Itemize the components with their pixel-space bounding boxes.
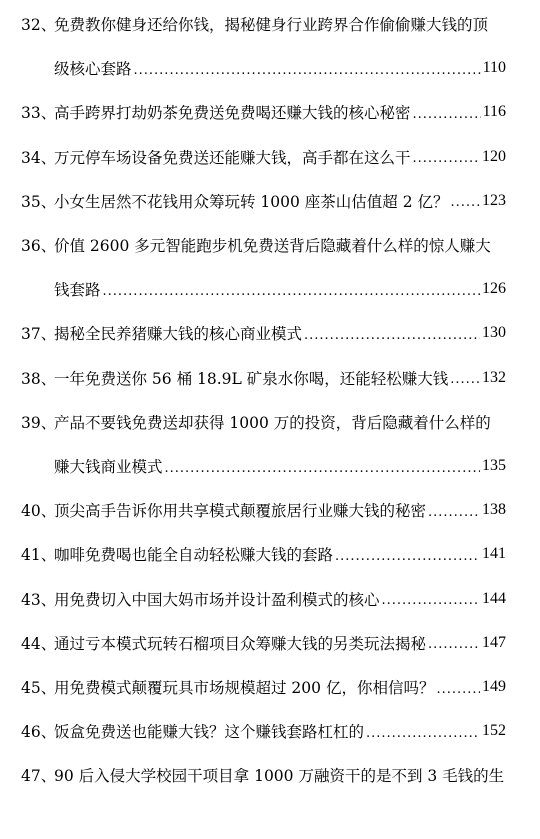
toc-entry[interactable] (0, 321, 540, 345)
toc-entry-title: 免费教你健身还给你钱，揭秘健身行业跨界合作偷偷赚大钱的顶 (54, 16, 489, 34)
toc-entry-title: 顶尖高手告诉你用共享模式颠覆旅居行业赚大钱的秘密 (54, 502, 427, 521)
dot-leader (413, 151, 480, 166)
toc-entry-title: 赚大钱商业模式 (54, 458, 163, 476)
toc-entry[interactable] (0, 366, 540, 390)
toc-entry-number: 34、 (21, 148, 57, 167)
toc-entry-title: 用免费模式颠覆玩具市场规模超过 200 亿，你相信吗？ (54, 679, 435, 697)
toc-entry[interactable] (0, 587, 540, 611)
toc-entry-title: 用免费切入中国大妈市场并设计盈利模式的核心 (54, 590, 380, 609)
toc-entry-number: 43、 (21, 590, 57, 609)
toc-entry-number: 41、 (21, 546, 57, 565)
dot-leader (428, 637, 480, 652)
dot-leader (103, 284, 480, 299)
toc-entry-number: 40、 (21, 502, 57, 521)
toc-entry-number: 46、 (21, 723, 57, 742)
toc-page-number: 141 (482, 545, 506, 563)
dot-leader (450, 372, 480, 387)
toc-entry-continuation[interactable] (0, 454, 540, 478)
toc-entry[interactable] (0, 145, 540, 169)
dot-leader (134, 63, 481, 78)
toc-entry-title: 揭秘全民养猪赚大钱的核心商业模式 (54, 325, 303, 344)
toc-page-number: 120 (482, 147, 506, 165)
toc-entry-number: 37、 (21, 325, 57, 344)
toc-page-number: 144 (482, 589, 506, 607)
toc-entry-title: 价值 2600 多元智能跑步机免费送背后隐藏着什么样的惊人赚大 (54, 237, 491, 255)
toc-entry[interactable] (0, 189, 540, 213)
toc-page-number: 135 (482, 457, 506, 474)
toc-entry-title: 一年免费送你 56 桶 18.9L 矿泉水你喝，还能轻松赚大钱 (54, 369, 449, 388)
toc-entry[interactable] (0, 763, 540, 787)
toc-entry[interactable] (0, 719, 540, 743)
toc-entry-continuation[interactable] (0, 277, 540, 301)
toc-page-number: 123 (482, 191, 506, 209)
dot-leader (382, 593, 480, 608)
dot-leader (335, 549, 480, 564)
toc-entry-number: 35、 (21, 192, 57, 211)
toc-entry[interactable] (0, 675, 540, 699)
toc-entry-number: 38、 (21, 369, 57, 388)
toc-entry-title: 通过亏本模式玩转石榴项目众筹赚大钱的另类玩法揭秘 (54, 634, 427, 653)
toc-entry-number: 39、 (21, 413, 57, 432)
toc-entry-title: 90 后入侵大学校园干项目拿 1000 万融资干的是不到 3 毛钱的生 (54, 767, 505, 786)
toc-page-number: 132 (482, 368, 506, 386)
toc-entry-number: 36、 (21, 237, 57, 255)
toc-entry-title: 饭盒免费送也能赚大钱？这个赚钱套路杠杠的 (54, 723, 365, 742)
toc-entry[interactable] (0, 100, 540, 124)
toc-entry-number: 47、 (21, 767, 57, 786)
toc-entry-continuation[interactable] (0, 56, 540, 80)
toc-entry[interactable] (0, 631, 540, 655)
toc-entry-title: 小女生居然不花钱用众筹玩转 1000 座茶山估值超 2 亿？ (54, 192, 449, 211)
toc-page-number: 149 (482, 678, 506, 695)
dot-leader (413, 107, 481, 122)
toc-page-number: 147 (482, 633, 506, 651)
dot-leader (451, 195, 480, 210)
toc-entry-title: 钱套路 (54, 281, 101, 300)
toc-entry-number: 44、 (21, 634, 57, 653)
toc-entry[interactable] (0, 233, 540, 257)
dot-leader (304, 328, 480, 343)
toc-page-number: 138 (482, 501, 506, 519)
toc-entry[interactable] (0, 498, 540, 522)
dot-leader (165, 461, 480, 476)
dot-leader (436, 682, 480, 697)
toc-entry[interactable] (0, 12, 540, 36)
toc-page-number: 126 (482, 280, 506, 298)
toc-page-number: 152 (482, 722, 506, 740)
toc-page-number: 110 (482, 59, 506, 77)
toc-entry-number: 45、 (21, 679, 57, 697)
toc-entry[interactable] (0, 410, 540, 434)
dot-leader (428, 505, 480, 520)
toc-entry[interactable] (0, 542, 540, 566)
dot-leader (366, 726, 480, 741)
toc-entry-number: 32、 (21, 16, 57, 34)
toc-page-number: 130 (482, 324, 506, 342)
toc-entry-title: 产品不要钱免费送却获得 1000 万的投资，背后隐藏着什么样的 (54, 413, 491, 432)
toc-entry-title: 万元停车场设备免费送还能赚大钱，高手都在这么干 (54, 148, 411, 167)
toc-entry-title: 级核心套路 (54, 60, 132, 79)
toc-entry-number: 33、 (21, 104, 57, 123)
toc-page-number: 116 (482, 103, 506, 121)
toc-entry-title: 高手跨界打劫奶茶免费送免费喝还赚大钱的核心秘密 (54, 104, 411, 123)
toc-entry-title: 咖啡免费喝也能全自动轻松赚大钱的套路 (54, 546, 334, 565)
